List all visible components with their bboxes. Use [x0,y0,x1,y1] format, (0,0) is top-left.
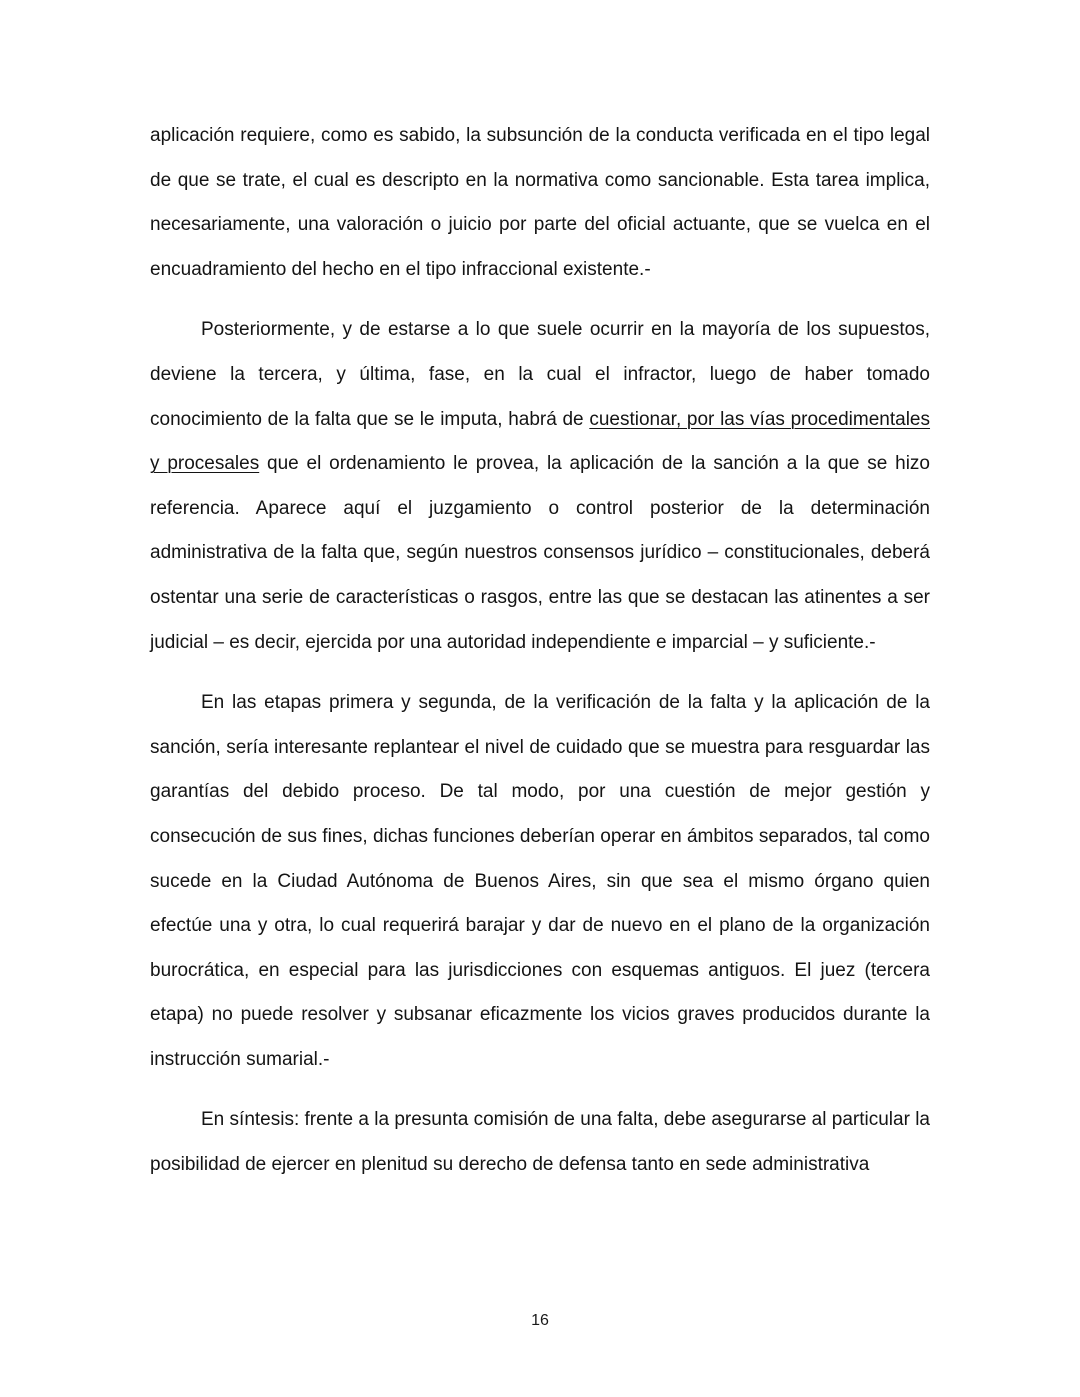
paragraph-third-phase [150,308,930,665]
document-body [150,114,930,1188]
paragraph-continuation: aplicación requiere, como es sabido, la subsunción de la conducta verificada en el tipo legal de que se trate, el cual es descripto en la normativa como sancionable. Esta tarea implica, necesariamente, una valoración o juicio por parte del oficial actuante, que se vuelca en el encuadramiento del hecho en el tipo infraccional existente.- [150,125,930,280]
paragraph-first-second-stages: En las etapas primera y segunda, de la verificación de la falta y la aplicación de la sanción, sería interesante replantear el nivel de cuidado que se muestra para resguardar las garantías del debido proceso. De tal modo, por una cuestión de mejor gestión y consecución de sus fines, dichas funciones deberían operar en ámbitos separados, tal como sucede en la Ciudad Autónoma de Buenos Aires, sin que sea el mismo órgano quien efectúe una y otra, lo cual requerirá barajar y dar de nuevo en el plano de la organización burocrática, en especial para las jurisdicciones con esquemas antiguos. El juez (tercera etapa) no puede resolver y subsanar eficazmente los vicios graves producidos durante la instrucción sumarial.- [150,692,930,1070]
paragraph-synthesis: En síntesis: frente a la presunta comisión de una falta, debe asegurarse al particular la posibilidad de ejercer en plenitud su derecho de defensa tanto en sede administrativa [150,1109,930,1176]
paragraph-third-phase-text-end: que el ordenamiento le provea, la aplicación de la sanción a la que se hizo referencia. Aparece aquí el juzgamiento o control posterior de la determinación administrativa de la falta que, según nuestros consensos jurídico – constitucionales, deberá ostentar una serie de características o rasgos, entre las que se destacan las atinentes a ser judicial – es decir, ejercida por una autoridad independiente e imparcial – y suficiente.- [150,453,930,653]
paragraph-third-phase-text-start: Posteriormente, y de estarse a lo que suele ocurrir en la mayoría de los supuestos, deviene la tercera, y última, fase, en la cual el infractor, luego de haber tomado conocimiento de la falta que se le imputa, habrá de [150,319,930,430]
underlined-phrase: cuestionar, por las vías procedimentales y procesales [150,408,931,475]
page-number: 16 [531,1312,549,1329]
